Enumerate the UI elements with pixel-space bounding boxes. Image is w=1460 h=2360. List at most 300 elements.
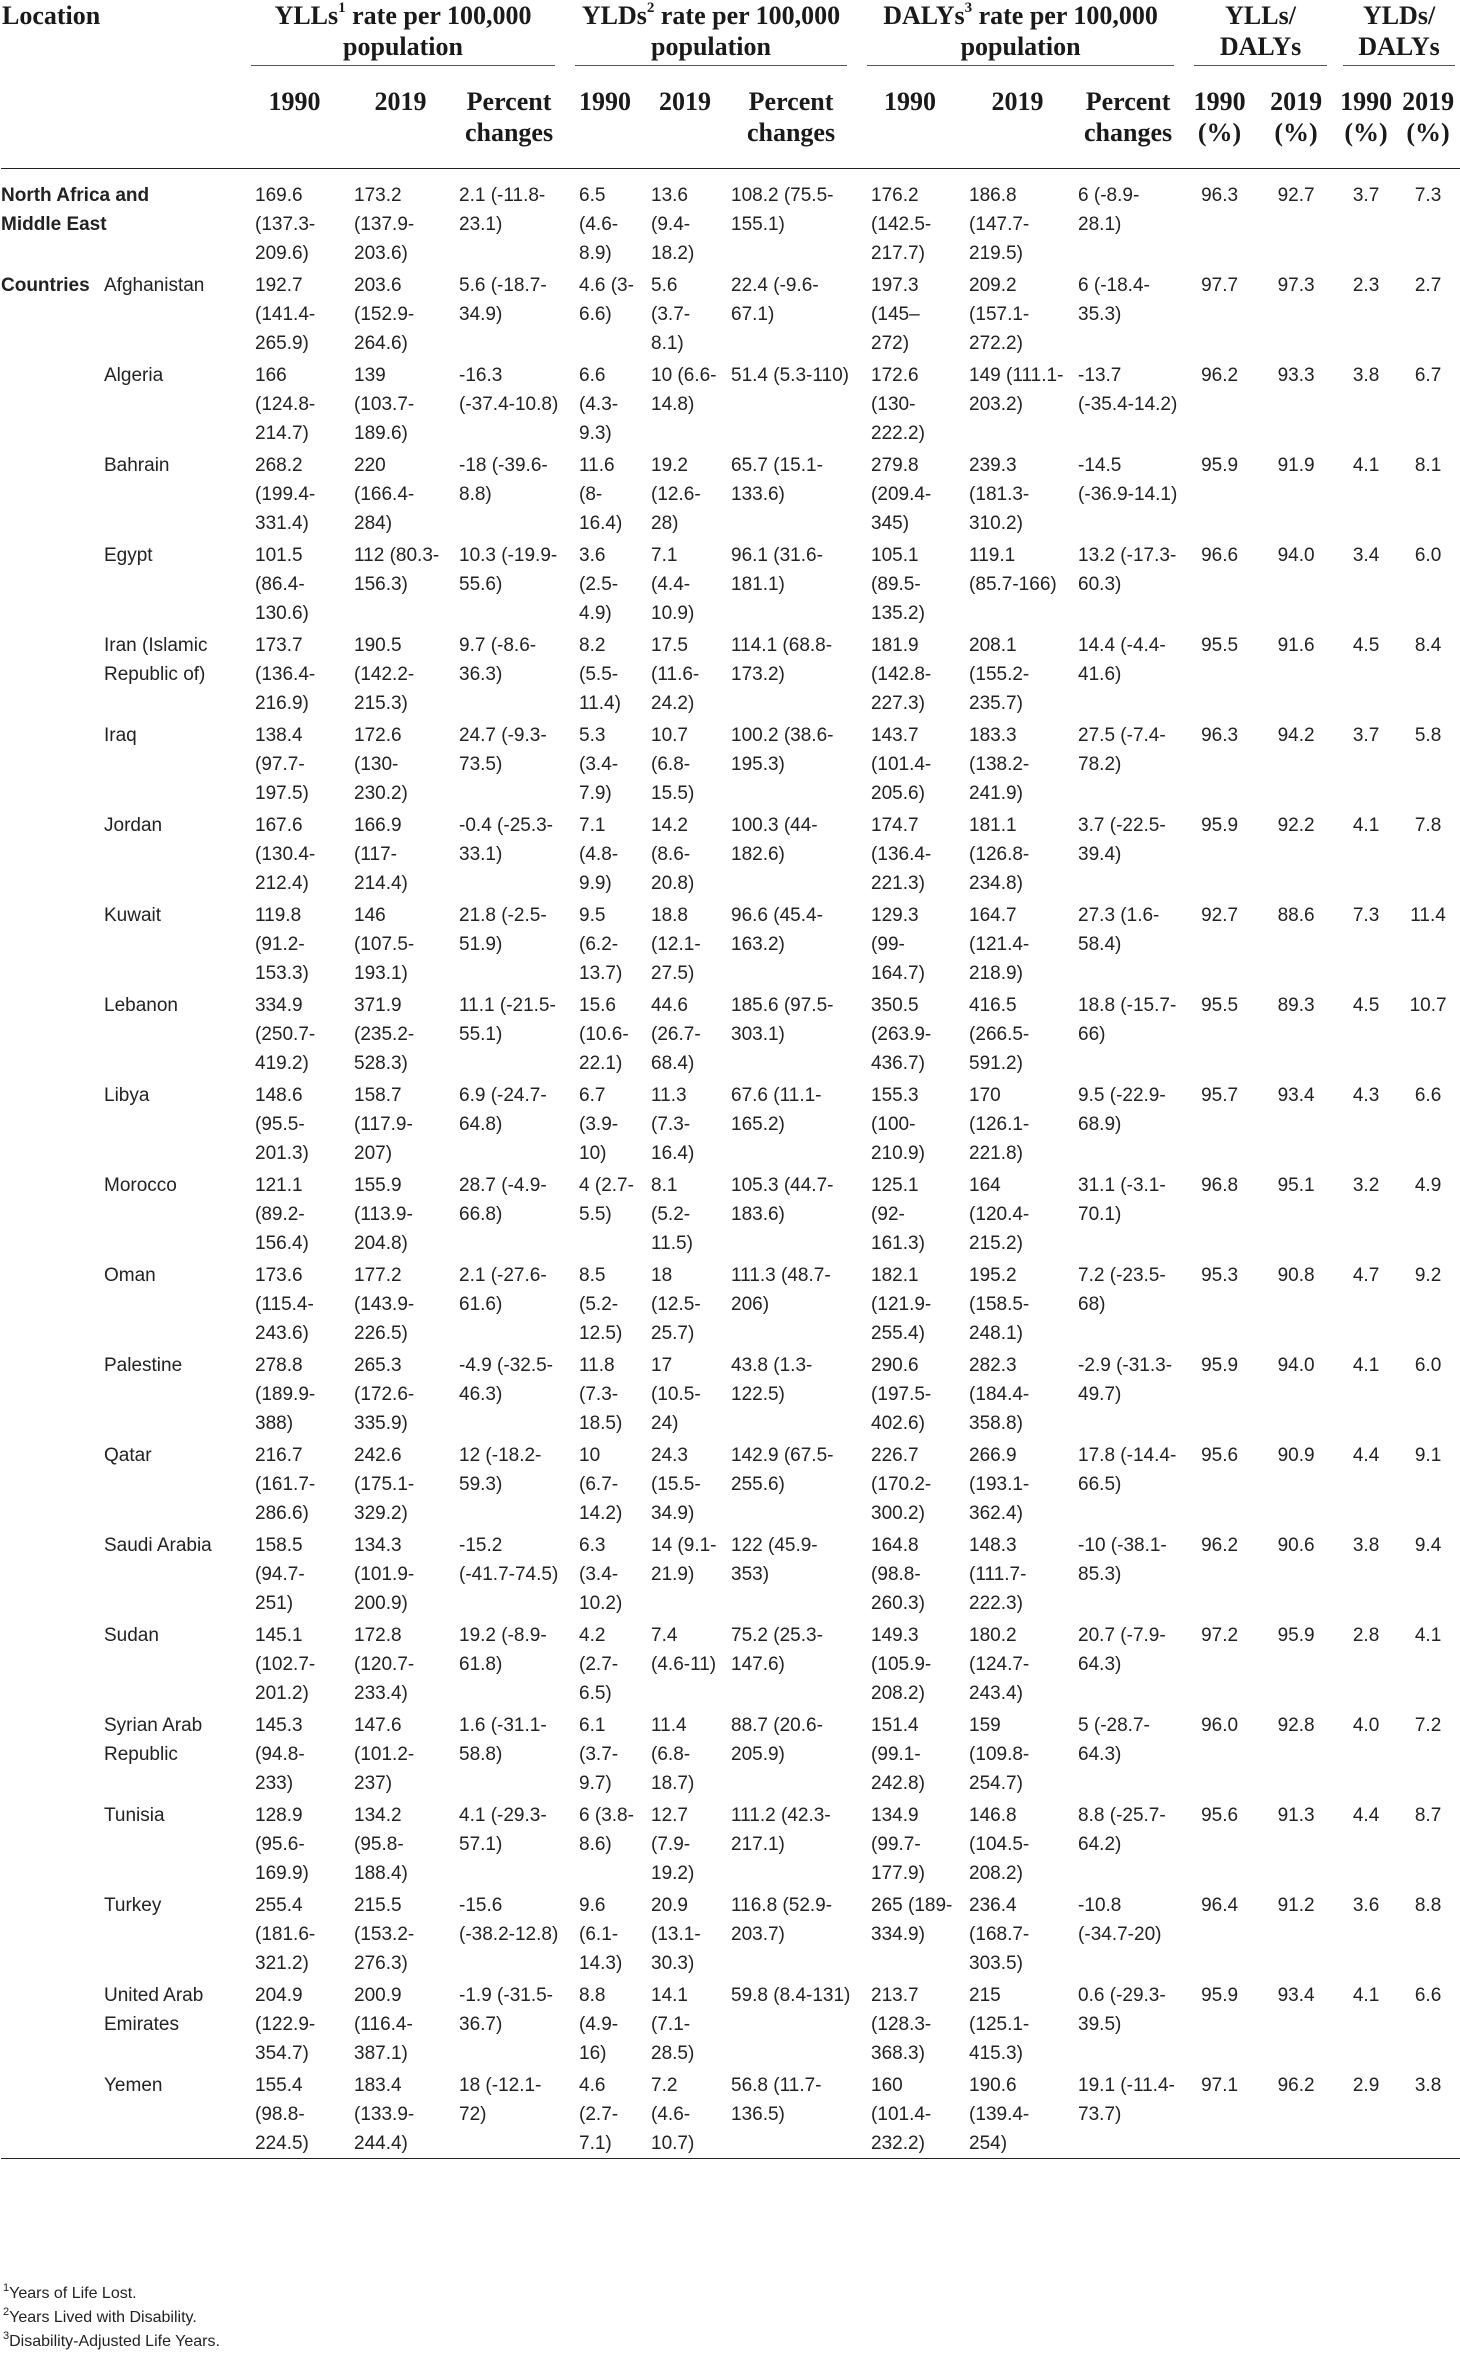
data-cell: 9.5 (-22.9-68.9) [1078,1084,1166,1135]
countries-group-cell [1,1168,104,1258]
table-row [1,1528,1460,1618]
data-cell: 416.5 (266.5-591.2) [969,994,1030,1074]
data-cell: 2.9 [1337,2068,1395,2159]
footnote-1 [3,2282,220,2306]
data-cell: 20.7 (-7.9-64.3) [1078,1624,1166,1675]
data-cell: 14 (9.1-21.9) [651,1534,717,1585]
data-cell: 203.6 (152.9-264.6) [354,274,415,354]
data-cell: 105.1 (89.5-135.2) [871,544,925,624]
data-cell: 215 (125.1-415.3) [969,1984,1030,2064]
country-name: Saudi Arabia [104,1534,212,1556]
year-label: 1990 [1193,87,1246,116]
footnotes [3,2282,220,2354]
data-cell: 148.3 (111.7-222.3) [969,1534,1027,1614]
data-cell: 138.4 (97.7-197.5) [255,724,309,804]
data-cell: 226.7 (170.2-300.2) [871,1444,932,1524]
data-cell: 97.2 [1201,1624,1239,1646]
country-name: Tunisia [104,1804,165,1826]
data-cell: 155.4 (98.8-224.5) [241,2068,348,2159]
data-cell: 119.1 (85.7-166) [969,544,1057,595]
ylls-header-label: YLLs [274,1,339,30]
data-cell: 4.6 (2.7-7.1) [565,2068,645,2159]
data-cell: 20.9 (13.1-30.3) [651,1894,701,1974]
data-cell: 122 (45.9-353) [731,1534,818,1585]
data-cell: 92.2 [1277,814,1315,836]
data-cell: 174.7 (136.4-221.3) [871,814,932,894]
data-cell: 4.1 [1352,454,1380,476]
data-cell: 11.8 (7.3-18.5) [579,1354,623,1434]
ylds-1990-header: 1990 [565,70,645,168]
burden-table [1,0,1460,2159]
table-row [1,988,1460,1078]
data-cell: 91.2 [1277,1894,1315,1916]
data-cell: 160 (101.4-232.2) [857,2068,963,2159]
data-cell: 92.7 [1277,184,1315,206]
data-cell: 96.3 [1201,184,1239,206]
data-cell: 11.6 (8-16.4) [579,454,623,534]
table-header [1,0,1460,168]
data-cell: 14.4 (-4.4-41.6) [1078,634,1166,685]
data-cell: 90.6 [1277,1534,1315,1556]
pct-line1: Percent [466,87,552,116]
countries-group-cell [1,448,104,538]
data-cell: 146 (107.5-193.1) [354,904,415,984]
table-row [1,448,1460,538]
data-cell: 166.9 (117-214.4) [354,814,408,894]
data-cell: 11.4 [1410,904,1446,926]
data-cell: 6.3 (3.4-10.2) [579,1534,623,1614]
data-cell: 94.2 [1277,724,1315,746]
data-cell: 17.8 (-14.4-66.5) [1078,1444,1177,1495]
data-cell: 4.1 (-29.3-57.1) [459,1804,547,1855]
countries-group-cell [1,1078,104,1168]
data-cell: 3.8 [1352,364,1380,386]
data-cell: 8.1 [1414,454,1442,476]
data-cell: 170 (126.1-221.8) [969,1084,1030,1164]
data-cell: 6.6 [1414,1084,1442,1106]
dalys-header-rest: rate per 100,000 [978,1,1158,30]
data-cell: 91.3 [1277,1804,1315,1826]
ylls-pct-header [453,70,565,168]
region-row [1,168,1460,268]
data-cell: 12 (-18.2-59.3) [459,1444,542,1495]
country-name: United Arab Emirates [104,1984,204,2035]
pct-line2: changes [464,118,554,147]
data-cell: 96.6 [1201,544,1239,566]
data-cell: 265.3 (172.6-335.9) [354,1354,415,1434]
data-cell: -4.9 (-32.5-46.3) [459,1354,553,1405]
data-cell: 3.8 [1352,1534,1380,1556]
countries-group-cell [1,1708,104,1798]
data-cell: 149.3 (105.9-208.2) [871,1624,932,1704]
data-cell: 18.8 (-15.7-66) [1078,994,1177,1045]
ylds-group-header [565,0,857,70]
table-row [1,1618,1460,1708]
data-cell: 158.5 (94.7-251) [255,1534,305,1614]
countries-group-cell [1,1348,104,1438]
table-row [1,1078,1460,1168]
table-row [1,358,1460,448]
data-cell: 31.1 (-3.1-70.1) [1078,1174,1166,1225]
data-cell: 172.8 (120.7-233.4) [354,1624,415,1704]
data-cell: 100.2 (38.6-195.3) [731,724,834,775]
data-cell: 89.3 [1277,994,1315,1016]
data-cell: 67.6 (11.1-165.2) [731,1084,822,1135]
data-cell: 6.6 (4.3-9.3) [579,364,619,444]
data-cell: 7.2 [1414,1714,1442,1736]
year-label: 2019 [1270,87,1323,116]
data-cell: 4.7 [1352,1264,1380,1286]
data-cell: 92.8 [1277,1714,1315,1736]
data-cell: -2.9 (-31.3-49.7) [1078,1354,1173,1405]
data-cell: 185.6 (97.5-303.1) [731,994,834,1045]
data-cell: 180.2 (124.7-243.4) [969,1624,1030,1704]
ylls-2019-header: 2019 [348,70,453,168]
data-cell: 24.3 (15.5-34.9) [651,1444,701,1524]
data-cell: 3.2 [1352,1174,1380,1196]
ylls-header-line2: population [343,32,463,61]
data-cell: -15.2 (-41.7-74.5) [459,1534,559,1585]
country-name: Afghanistan [104,274,205,296]
table-row [1,1438,1460,1528]
data-cell: 146.8 (104.5-208.2) [969,1804,1030,1884]
data-cell: 215.5 (153.2-276.3) [354,1894,415,1974]
data-cell: 181.1 (126.8-234.8) [969,814,1030,894]
pct-line1: Percent [1085,87,1171,116]
ratio2-line2: DALYs [1358,32,1440,61]
data-cell: 220 (166.4-284) [354,454,415,534]
countries-group-cell [1,1258,104,1348]
data-cell: 10.3 (-19.9-55.6) [459,544,558,595]
country-name: Morocco [104,1174,177,1196]
data-cell: 242.6 (175.1-329.2) [354,1444,415,1524]
country-name: Libya [104,1084,150,1106]
data-cell: 95.9 [1201,1354,1239,1376]
table-row [1,1798,1460,1888]
data-cell: -1.9 (-31.5-36.7) [459,1984,553,2035]
country-name: Bahrain [104,454,170,476]
data-cell: 3.4 [1352,544,1380,566]
country-name: Sudan [104,1624,159,1646]
data-cell: 9.5 (6.2-13.7) [579,904,623,984]
data-cell: 65.7 (15.1-133.6) [731,454,823,505]
table-row [1,268,1460,358]
data-cell: -15.6 (-38.2-12.8) [459,1894,559,1945]
data-cell: 8.8 (4.9-16) [579,1984,619,2064]
table-row [1,628,1460,718]
data-cell: 195.2 (158.5-248.1) [969,1264,1030,1344]
data-cell: 6.9 (-24.7-64.8) [459,1084,547,1135]
country-name: Jordan [104,814,163,836]
data-cell: 129.3 (99-164.7) [871,904,925,984]
ylds-header-line2: population [651,32,771,61]
data-cell: 14.2 (8.6-20.8) [651,814,695,894]
data-cell: 183.3 (138.2-241.9) [969,724,1030,804]
data-cell: 119.8 (91.2-153.3) [255,904,309,984]
data-cell: 4.1 [1352,814,1380,836]
data-cell: -14.5 (-36.9-14.1) [1078,454,1178,505]
data-cell: 96.6 (45.4-163.2) [731,904,823,955]
country-name: Turkey [104,1894,162,1916]
table-row [1,718,1460,808]
ratio1-line1: YLLs/ [1225,1,1296,30]
data-cell: 8.7 [1414,1804,1442,1826]
data-cell: 7.1 (4.4-10.9) [651,544,695,624]
dalys-1990-header: 1990 [857,70,963,168]
data-cell: 282.3 (184.4-358.8) [969,1354,1030,1434]
countries-label: Countries [1,274,90,296]
data-cell: 182.1 (121.9-255.4) [871,1264,932,1344]
data-cell: 4.4 [1352,1444,1380,1466]
data-cell: 143.7 (101.4-205.6) [871,724,932,804]
data-cell: -18 (-39.6-8.8) [459,454,548,505]
data-cell: 169.6 (137.3-209.6) [255,184,316,264]
data-cell: 22.4 (-9.6-67.1) [731,274,819,325]
country-name: Iran (Islamic Republic of) [104,634,208,685]
data-cell: 1.6 (-31.1-58.8) [459,1714,547,1765]
data-cell: 13.2 (-17.3-60.3) [1078,544,1177,595]
data-cell: 5.6 (-18.7-34.9) [459,274,547,325]
data-cell: -10 (-38.1-85.3) [1078,1534,1167,1585]
data-cell: 200.9 (116.4-387.1) [354,1984,413,2064]
data-cell: 4.2 (2.7-6.5) [579,1624,619,1704]
data-cell: 266.9 (193.1-362.4) [969,1444,1030,1524]
countries-group-cell [1,2068,104,2159]
data-cell: 151.4 (99.1-242.8) [871,1714,925,1794]
data-cell: 6.7 (3.9-10) [579,1084,619,1164]
region-name: North Africa and Middle East [1,184,150,235]
data-cell: 121.1 (89.2-156.4) [255,1174,309,1254]
data-cell: 8.8 [1414,1894,1442,1916]
data-cell: 93.4 [1277,1984,1315,2006]
data-cell: 17 (10.5-24) [651,1354,701,1434]
data-cell: 142.9 (67.5-255.6) [731,1444,834,1495]
data-cell: 4.5 [1352,994,1380,1016]
data-cell: 96.2 [1201,1534,1239,1556]
data-cell: 4.1 [1352,1354,1380,1376]
dalys-pct-header [1072,70,1184,168]
data-cell: 158.7 (117.9-207) [354,1084,413,1164]
data-cell: 3.6 (2.5-4.9) [579,544,619,624]
data-cell: 7.4 (4.6-11) [651,1624,717,1675]
data-cell: 164 (120.4-215.2) [969,1174,1030,1254]
data-cell: 236.4 (168.7-303.5) [969,1894,1030,1974]
data-cell: 6.6 [1414,1984,1442,2006]
data-cell: 4 (2.7-5.5) [579,1174,634,1225]
ylls-header-rest: rate per 100,000 [352,1,532,30]
data-cell: 18 (12.5-25.7) [651,1264,701,1344]
table-row [1,1888,1460,1978]
data-cell: 265 (189-334.9) [871,1894,953,1945]
data-cell: 6.5 (4.6-8.9) [579,184,619,264]
data-cell: 6 (3.8-8.6) [579,1804,634,1855]
year-label: 1990 [1340,87,1393,116]
data-cell: 155.3 (100-210.9) [871,1084,925,1164]
data-cell: 19.2 (12.6-28) [651,454,701,534]
table-row [1,1978,1460,2068]
data-cell: 149 (111.1-203.2) [969,364,1064,415]
data-cell: 128.9 (95.6-169.9) [255,1804,309,1884]
data-cell: 166 (124.8-214.7) [255,364,316,444]
countries-group-cell [1,988,104,1078]
data-cell: 134.2 (95.8-188.4) [354,1804,408,1884]
data-cell: 2.1 (-27.6-61.6) [459,1264,547,1315]
dalys-header-label: DALYs [883,1,965,30]
data-cell: 255.4 (181.6-321.2) [255,1894,316,1974]
data-cell: 204.9 (122.9-354.7) [255,1984,316,2064]
countries-group-cell [1,1888,104,1978]
data-cell: 24.7 (-9.3-73.5) [459,724,547,775]
year-label: 2019 [1402,87,1455,116]
footnote-marker: 1 [3,2281,10,2294]
data-cell: 95.9 [1201,454,1239,476]
pct-line2: changes [1083,118,1173,147]
countries-group-cell [1,718,104,808]
data-cell: 95.5 [1201,994,1239,1016]
data-cell: 164.8 (98.8-260.3) [871,1534,925,1614]
data-cell: 9.6 (6.1-14.3) [579,1894,623,1974]
data-cell: 93.3 [1277,364,1315,386]
data-cell: 9.2 [1414,1264,1442,1286]
data-cell: 209.2 (157.1-272.2) [969,274,1030,354]
data-cell: 28.7 (-4.9-66.8) [459,1174,547,1225]
data-cell: 19.2 (-8.9-61.8) [459,1624,547,1675]
data-cell: 176.2 (142.5-217.7) [871,184,932,264]
ylds-footnote-marker: 2 [646,0,655,17]
data-cell: 43.8 (1.3-122.5) [731,1354,813,1405]
ylds-header-rest: rate per 100,000 [660,1,841,30]
data-cell: 10.7 (6.8-15.5) [651,724,695,804]
data-cell: 96.3 [1201,724,1239,746]
data-cell: 172.6 (130-230.2) [354,724,408,804]
country-name: Lebanon [104,994,178,1016]
countries-group-cell [1,1978,104,2068]
data-cell: -0.4 (-25.3-33.1) [459,814,553,865]
data-cell: 19.1 (-11.4-73.7) [1072,2068,1184,2159]
table-row [1,1348,1460,1438]
data-cell: 148.6 (95.5-201.3) [255,1084,309,1164]
country-name: Syrian Arab Republic [104,1714,203,1765]
data-cell: 95.7 [1201,1084,1239,1106]
data-cell: 9.4 [1414,1534,1442,1556]
ratio2-line1: YLDs/ [1362,1,1436,30]
data-cell: 2.3 [1352,274,1380,296]
data-cell: 173.7 (136.4-216.9) [255,634,316,714]
data-cell: 159 (109.8-254.7) [969,1714,1030,1794]
data-cell: 8.5 (5.2-12.5) [579,1264,623,1344]
data-cell: 18 (-12.1-72) [453,2068,565,2159]
data-cell: 371.9 (235.2-528.3) [354,994,415,1074]
data-cell: 164.7 (121.4-218.9) [969,904,1030,984]
data-cell: 4.1 [1414,1624,1442,1646]
table-row [1,1168,1460,1258]
data-cell: 6.0 [1414,1354,1442,1376]
data-cell: 2.8 [1352,1624,1380,1646]
data-cell: 239.3 (181.3-310.2) [969,454,1030,534]
dalys-header-line2: population [960,32,1081,61]
data-cell: 59.8 (8.4-131) [731,1984,851,2006]
data-cell: 7.8 [1414,814,1442,836]
data-cell: 173.2 (137.9-203.6) [354,184,415,264]
data-cell: 5.6 (3.7-8.1) [651,274,691,354]
data-cell: 114.1 (68.8-173.2) [731,634,833,685]
country-name: Palestine [104,1354,183,1376]
data-cell: 75.2 (25.3-147.6) [731,1624,823,1675]
footnote-text: Disability-Adjusted Life Years. [9,2333,220,2350]
data-cell: 290.6 (197.5-402.6) [871,1354,932,1434]
data-cell: 213.7 (128.3-368.3) [871,1984,932,2064]
table-row [1,1708,1460,1798]
country-name: Kuwait [104,904,162,926]
data-cell: 7.2 (-23.5-68) [1078,1264,1166,1315]
ratio2-2019-header [1395,70,1460,168]
data-cell: 3.7 (-22.5-39.4) [1078,814,1166,865]
countries-group-cell [1,1798,104,1888]
data-cell: 192.7 (141.4-265.9) [255,274,316,354]
data-cell: 97.7 [1201,274,1239,296]
table-row [1,1258,1460,1348]
data-cell: 91.6 [1277,634,1315,656]
table-row [1,2068,1460,2159]
pct-line2: changes [746,118,836,147]
data-cell: 134.3 (101.9-200.9) [354,1534,415,1614]
data-cell: 11.1 (-21.5-55.1) [459,994,556,1045]
data-cell: 4.5 [1352,634,1380,656]
table-row [1,898,1460,988]
countries-group-cell [1,1528,104,1618]
data-cell: 3.7 [1352,184,1380,206]
data-cell: 181.9 (142.8-227.3) [871,634,932,714]
data-cell: 8.4 [1414,634,1442,656]
data-cell: 100.3 (44-182.6) [731,814,818,865]
data-cell: 88.6 [1277,904,1315,926]
data-cell: 147.6 (101.2-237) [354,1714,415,1794]
data-cell: 11.3 (7.3-16.4) [651,1084,695,1164]
data-cell: 145.1 (102.7-201.2) [255,1624,316,1704]
data-cell: 208.1 (155.2-235.7) [969,634,1030,714]
data-cell: 186.8 (147.7-219.5) [969,184,1030,264]
data-cell: 95.3 [1201,1264,1239,1286]
data-cell: 111.3 (48.7-206) [731,1264,831,1315]
data-cell: 96.1 (31.6-181.1) [731,544,823,595]
data-cell: 4.1 [1352,1984,1380,2006]
data-cell: 190.6 (139.4-254) [963,2068,1072,2159]
data-cell: 56.8 (11.7-136.5) [725,2068,857,2159]
data-cell: 172.6 (130-222.2) [871,364,925,444]
country-name: Iraq [104,724,137,746]
data-cell: -13.7 (-35.4-14.2) [1078,364,1178,415]
data-cell: 111.2 (42.3-217.1) [731,1804,831,1855]
percent-sign: (%) [1406,118,1450,147]
data-cell: 112 (80.3-156.3) [354,544,440,595]
data-cell: -16.3 (-37.4-10.8) [459,364,559,415]
data-cell: 155.9 (113.9-204.8) [354,1174,413,1254]
ylds-2019-header: 2019 [645,70,725,168]
data-cell: 7.2 (4.6-10.7) [645,2068,725,2159]
dalys-2019-header: 2019 [963,70,1072,168]
percent-sign: (%) [1344,118,1388,147]
data-cell: 21.8 (-2.5-51.9) [459,904,547,955]
pct-line1: Percent [748,87,834,116]
data-cell: 10.7 [1409,994,1447,1016]
data-cell: 173.6 (115.4-243.6) [255,1264,314,1344]
table-row [1,808,1460,898]
data-cell: 8.1 (5.2-11.5) [651,1174,693,1254]
ratio2-1990-header [1337,70,1395,168]
data-cell: 94.0 [1277,1354,1315,1376]
data-cell: 95.6 [1201,1444,1239,1466]
data-cell: 9.1 [1414,1444,1442,1466]
